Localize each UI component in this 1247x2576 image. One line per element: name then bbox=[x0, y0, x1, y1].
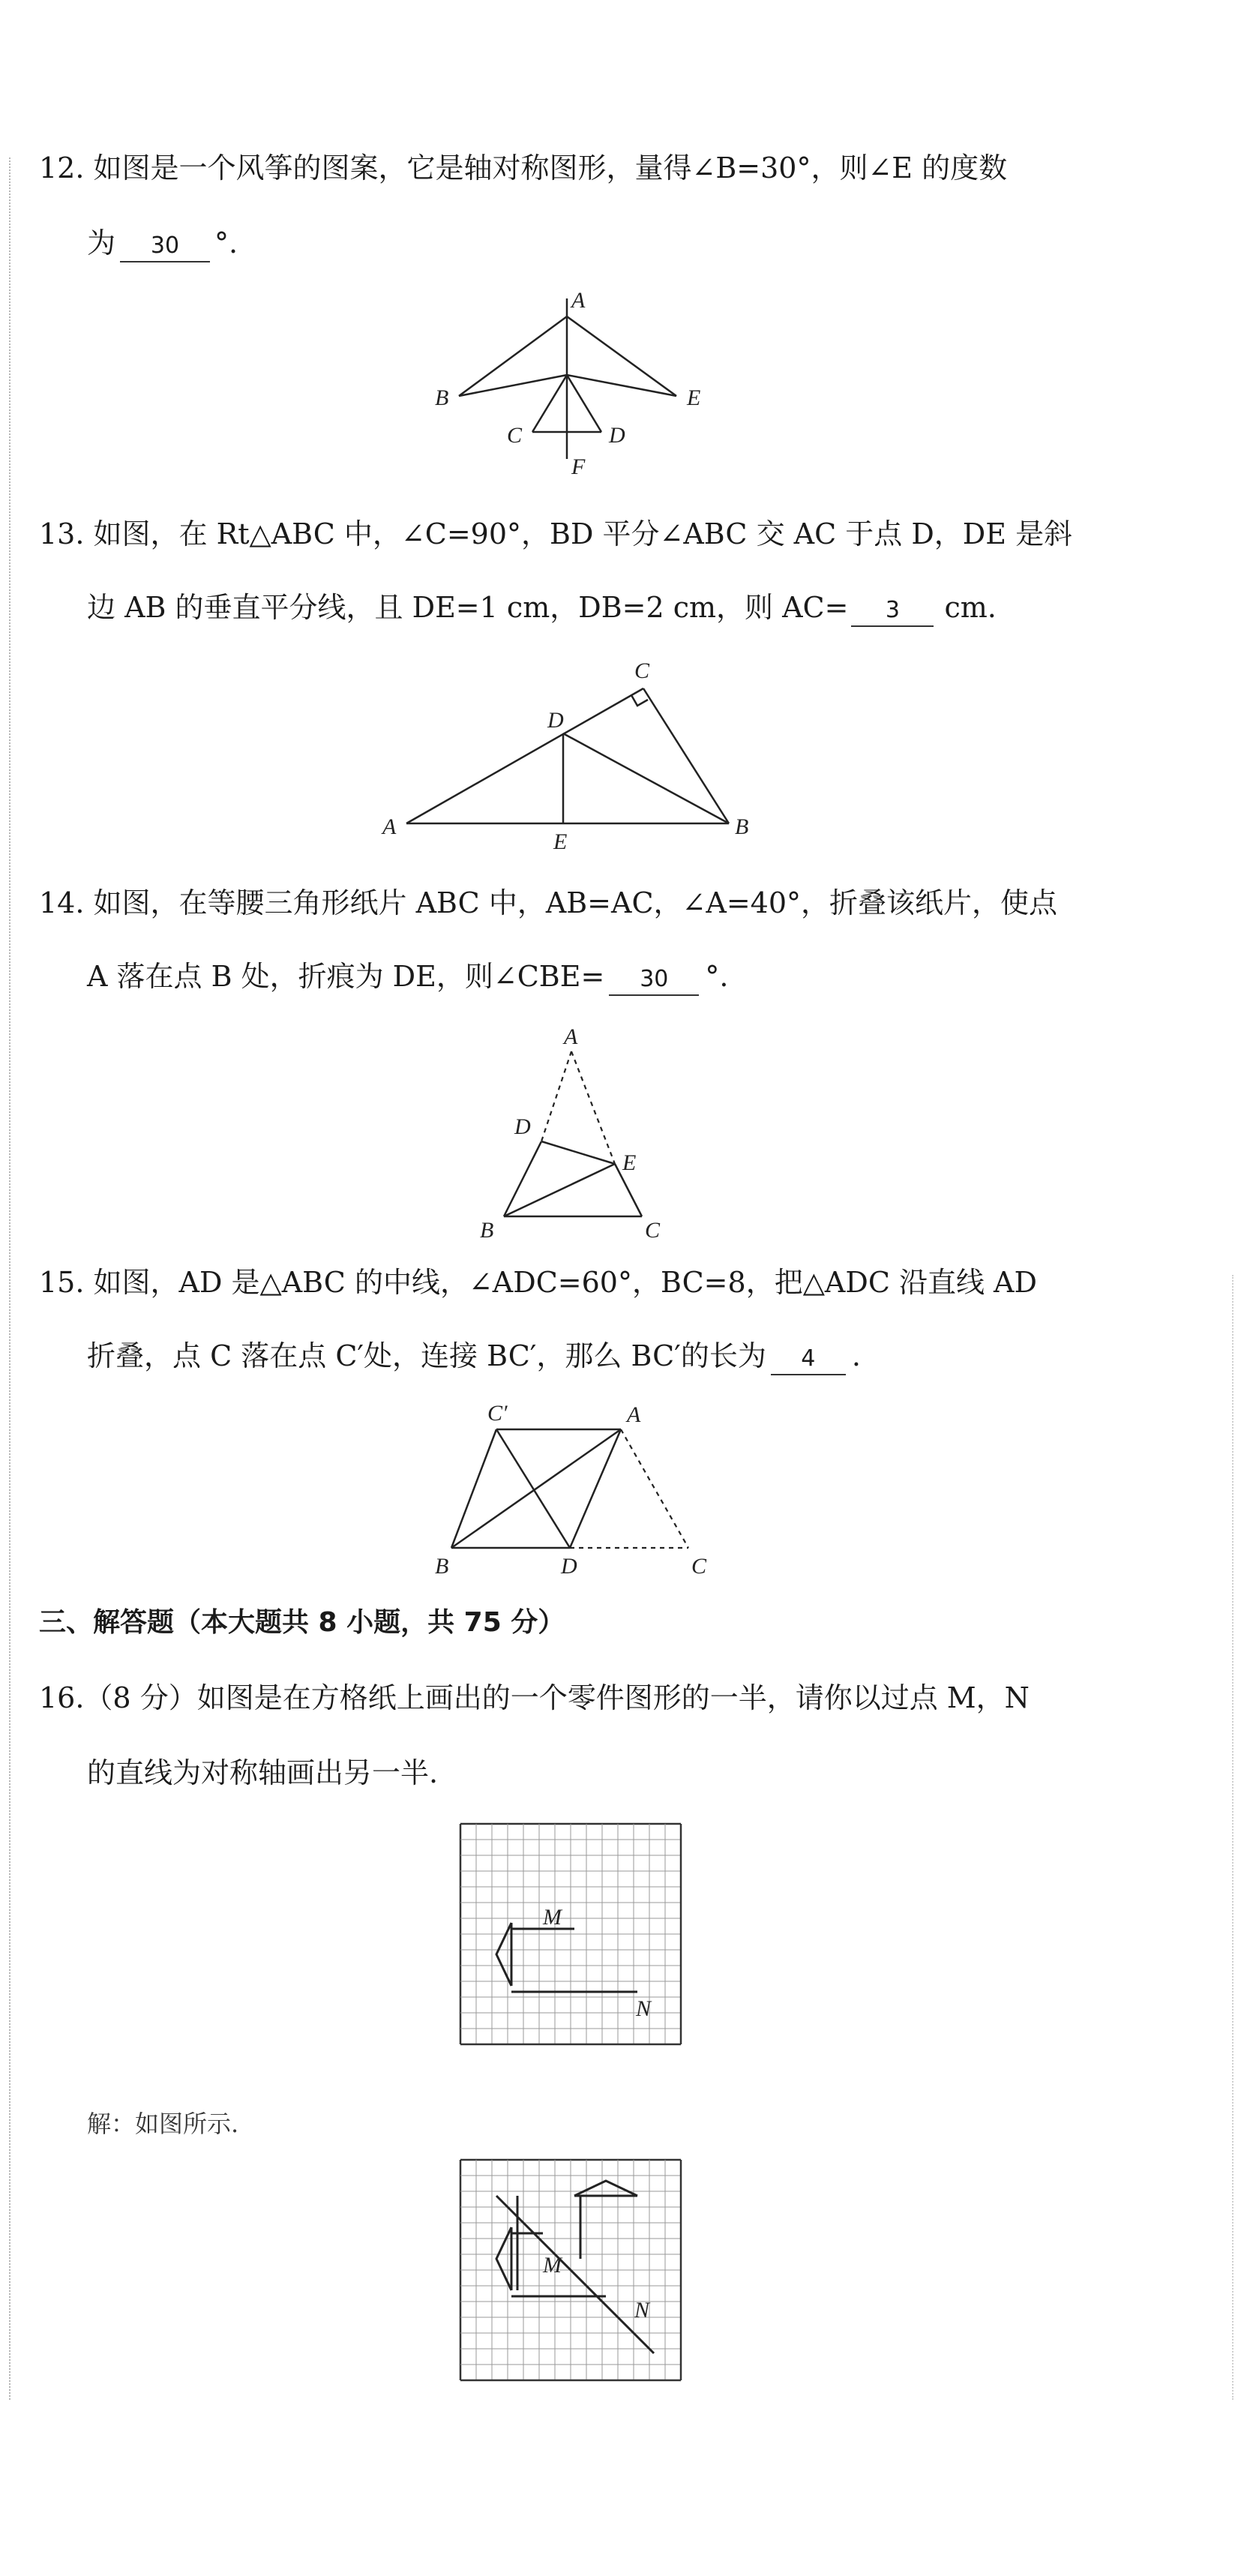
q14-line2 bbox=[87, 958, 1247, 996]
q16-grid1-label-n: N bbox=[636, 1996, 652, 2021]
q16-grid-figure bbox=[459, 1822, 685, 2049]
q12-label-f: F bbox=[571, 454, 586, 479]
q13-line1: 13. 如图，在 Rt△ABC 中，∠C=90°，BD 平分∠ABC 交 AC 于点 D，DE 是斜 bbox=[39, 517, 1073, 550]
q12-prefix: 为 bbox=[87, 226, 116, 259]
q16-sol-reflected-arrowhead bbox=[574, 2181, 637, 2196]
q15-suffix: . bbox=[851, 1339, 861, 1372]
q12-line2 bbox=[87, 225, 1247, 262]
q15-line2 bbox=[87, 1338, 1247, 1375]
q13-label-e: E bbox=[553, 829, 568, 854]
q12-label-d: D bbox=[609, 423, 625, 448]
q14-label-a: A bbox=[564, 1024, 578, 1049]
q13-prefix: 边 AB 的垂直平分线，且 DE=1 cm，DB=2 cm，则 AC= bbox=[87, 591, 849, 624]
q14-fold-figure bbox=[465, 1020, 690, 1245]
q16-solution-grid-figure bbox=[459, 2158, 685, 2385]
q15-answer: 4 bbox=[771, 1344, 846, 1375]
q16-grid1-label-m: M bbox=[543, 1905, 562, 1930]
q15-label-d: D bbox=[561, 1554, 577, 1579]
q12-label-c: C bbox=[507, 423, 523, 448]
section3-title: 三、解答题（本大题共 8 小题，共 75 分） bbox=[39, 1607, 565, 1638]
q16-line2: 的直线为对称轴画出另一半. bbox=[87, 1756, 439, 1789]
q13-triangle-figure bbox=[375, 652, 780, 855]
q12-answer: 30 bbox=[120, 231, 210, 262]
q16-line1: 16.（8 分）如图是在方格纸上画出的一个零件图形的一半，请你以过点 M，N bbox=[39, 1681, 1030, 1714]
q13-suffix: cm. bbox=[944, 591, 997, 624]
q16-sol-axis-mn bbox=[496, 2196, 654, 2353]
q13-line2 bbox=[87, 589, 1247, 627]
q13-label-d: D bbox=[547, 708, 564, 733]
q12-line1: 12. 如图是一个风筝的图案，它是轴对称图形，量得∠B=30°，则∠E 的度数 bbox=[39, 151, 1008, 184]
q12-kite-figure bbox=[420, 285, 720, 480]
q15-label-c: C bbox=[691, 1554, 707, 1579]
q14-label-c: C bbox=[645, 1218, 661, 1243]
q15-label-cprime: C′ bbox=[487, 1401, 508, 1426]
q16-grid2-label-m: M bbox=[543, 2253, 562, 2278]
q12-label-a: A bbox=[571, 288, 586, 313]
q12-label-b: B bbox=[435, 385, 449, 410]
q12-label-e: E bbox=[687, 385, 701, 410]
q14-suffix: °. bbox=[705, 960, 729, 993]
q16-grid2-label-n: N bbox=[634, 2298, 650, 2323]
q14-answer: 30 bbox=[609, 964, 699, 996]
q15-label-a: A bbox=[627, 1402, 641, 1427]
q16-shape-arrowhead bbox=[496, 1923, 511, 1986]
q16-solution-text: 解：如图所示. bbox=[87, 2110, 239, 2138]
q12-suffix: °. bbox=[214, 226, 238, 259]
q15-prefix: 折叠，点 C 落在点 C′处，连接 BC′，那么 BC′的长为 bbox=[87, 1339, 766, 1372]
q13-label-a: A bbox=[382, 814, 397, 839]
q15-line1: 15. 如图，AD 是△ABC 的中线，∠ADC=60°，BC=8，把△ADC 沿直线 AD bbox=[39, 1266, 1037, 1299]
q13-label-b: B bbox=[735, 814, 749, 839]
q16-sol-original-arrowhead bbox=[496, 2227, 511, 2290]
q13-answer: 3 bbox=[851, 595, 934, 627]
q15-fold-figure bbox=[420, 1396, 735, 1591]
right-margin-dotted-rule bbox=[1232, 1275, 1234, 2400]
q15-label-b: B bbox=[435, 1554, 449, 1579]
q14-label-d: D bbox=[514, 1114, 531, 1139]
q14-label-e: E bbox=[622, 1150, 637, 1175]
q14-line1: 14. 如图，在等腰三角形纸片 ABC 中，AB=AC，∠A=40°，折叠该纸片，使点 bbox=[39, 886, 1058, 919]
q14-label-b: B bbox=[480, 1218, 494, 1243]
q14-prefix: A 落在点 B 处，折痕为 DE，则∠CBE= bbox=[87, 960, 605, 993]
q13-label-c: C bbox=[634, 658, 650, 683]
margin-dotted-rule bbox=[9, 157, 10, 2400]
